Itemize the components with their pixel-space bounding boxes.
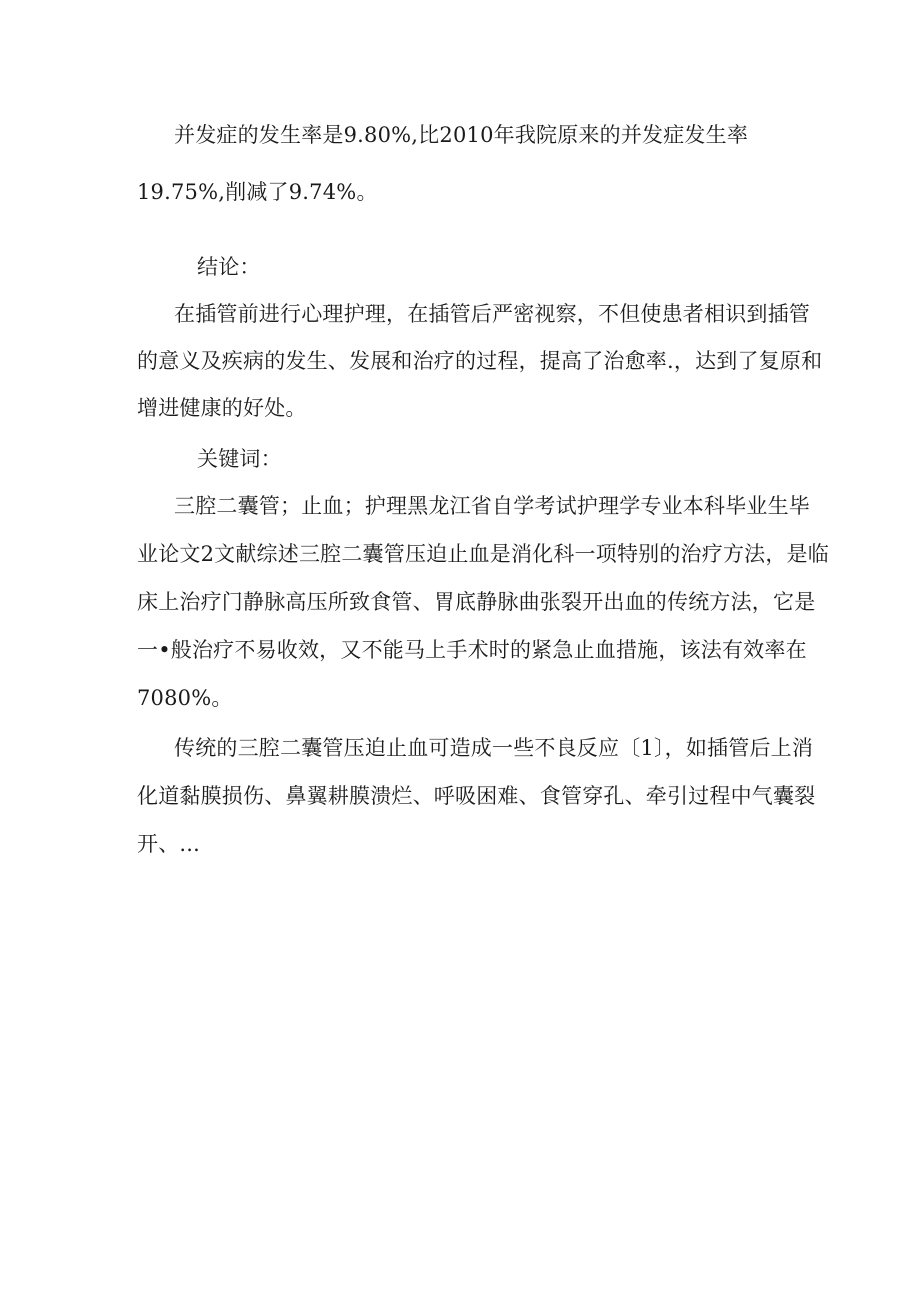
text-line: 开、... [137,832,201,856]
text-line: 增进健康的好处。 [137,396,307,420]
section-heading-conclusion: 结论： [197,255,261,279]
text-line: 一•般治疗不易收效，又不能马上手术时的紧急止血措施，该法有效率在 [137,638,807,662]
text-line: 传统的三腔二囊管压迫止血可造成一些不良反应〔1〕，如插管后上消 [174,736,814,760]
text-line: 三腔二囊管；止血；护理黑龙江省自学考试护理学专业本科毕业生毕 [174,494,810,518]
text-line: 化道黏膜损伤、鼻翼耕膜溃烂、呼吸困难、食管穿孔、牵引过程中气囊裂 [137,784,816,808]
section-heading-keywords: 关键词： [197,447,282,471]
text-line: 并发症的发生率是9.80%,比2010年我院原来的并发症发生率 [174,123,749,147]
text-line: 的意义及疾病的发生、发展和治疗的过程，提高了治愈率.，达到了复原和 [137,349,823,373]
text-line: 床上治疗门静脉高压所致食管、胃底静脉曲张裂开出血的传统方法，它是 [137,590,816,614]
text-line: 业论文2文献综述三腔二囊管压迫止血是消化科一项特别的治疗方法，是临 [137,542,829,566]
text-line: 19.75%,削减了9.74%。 [137,180,378,204]
text-line: 在插管前进行心理护理，在插管后严密视察，不但使患者相识到插管 [174,302,810,326]
text-line: 7080%。 [137,686,233,710]
